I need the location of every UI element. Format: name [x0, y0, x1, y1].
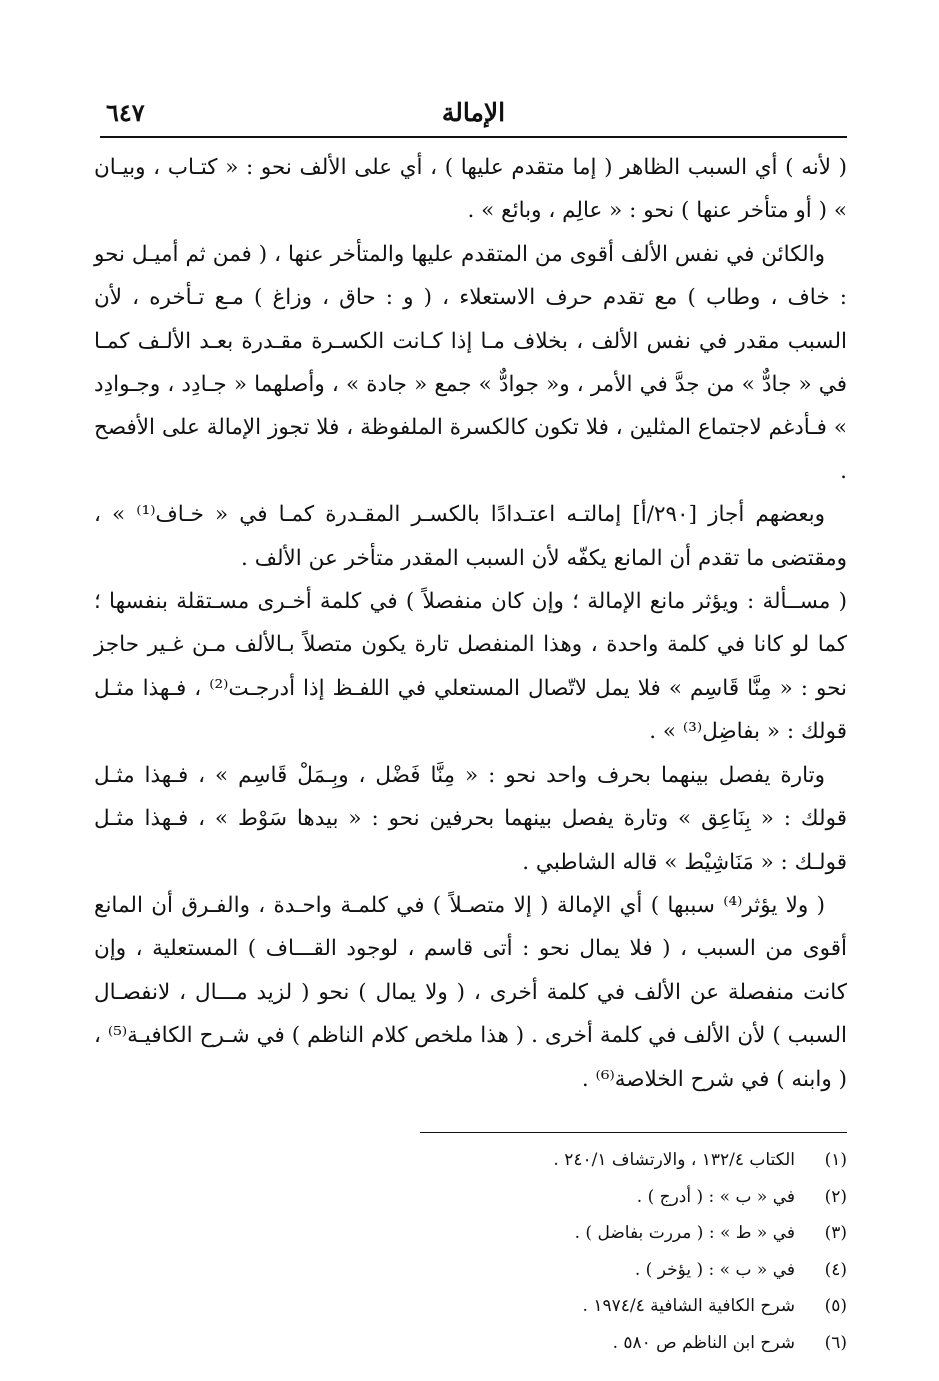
footnote-text: شرح ابن الناظم ص ٥٨٠ .	[612, 1332, 795, 1353]
running-header	[100, 96, 847, 138]
footnote-number: (٥)	[824, 1296, 847, 1316]
footnote-number: (١)	[824, 1150, 847, 1170]
footnote	[94, 1179, 847, 1216]
footnote	[94, 1215, 847, 1252]
footnote-number: (٣)	[824, 1223, 847, 1243]
footnote	[94, 1252, 847, 1289]
footnote-text: في « ب » : ( أدرج ) .	[636, 1186, 795, 1207]
footnote-separator	[420, 1132, 847, 1133]
footnotes	[94, 1142, 847, 1361]
footnote-text: في « ط » : ( مررت بفاضل ) .	[574, 1223, 795, 1243]
footnote-text: الكتاب ١٣٢/٤ ، والارتشاف ٢٤٠/١ .	[553, 1150, 795, 1170]
page-title: الإمالة	[441, 98, 506, 127]
paragraph: ( مســألة : ويؤثر مانع الإمالة ؛ وإن كان منفصلاً ) في كلمة أخـرى مسـتقلة بنفسها ؛ كما لو كانا في كلمة واحدة ، وهذا المنفصل تارة يكون متصلاً بـالألف مـن غـير حاجز نحو : « مِنَّا قَاسِم » فلا يمل لاتّصال المستعلي في اللفـظ إذا أدرجـت⁽²⁾ ، فـهذا مثـل قولك : « بفاضِل⁽³⁾ » .	[94, 589, 847, 745]
paragraph: وبعضهم أجاز [٢٩٠/أ] إمالتـه اعتـدادًا بالكسـر المقـدرة كمـا في « خـاف⁽¹⁾ » ، ومقتضى ما تقدم أن المانع يكفّه لأن السبب المقدر متأخر عن الألف .	[94, 502, 847, 571]
footnote	[94, 1288, 847, 1325]
paragraph: وتارة يفصل بينهما بحرف واحد نحو : « مِنَّا فَضْل ، وبِـمَلْ قَاسِم » ، فـهذا مثـل قولك : « بِنَاعِق » وتارة يفصل بينهما بحرفين نحو : « بيدها سَوْط » ، فـهذا مثـل قولـك : « مَنَاشِيْط » قاله الشاطبي .	[94, 762, 847, 875]
footnote-number: (٦)	[824, 1332, 847, 1353]
footnote-text: في « ب » : ( يؤخر ) .	[634, 1259, 795, 1280]
paragraph: والكائن في نفس الألف أقوى من المتقدم عليها والمتأخر عنها ، ( فمن ثم أميـل نحو : خاف ، وطاب ) مع تقدم حرف الاستعلاء ، ( و : حاق ، وزاغ ) مـع تـأخره ، لأن السبب مقدر في نفس الألف ، بخلاف مـا إذا كـانت الكسـرة مقـدرة بعـد الألـف كمـا في « جادٌّ » من جدَّ في الأمر ، و« جوادٌّ » جمع « جادة » ، وأصلهما « جـادِد ، وجـوادِد » فـأدغم لاجتماع المثلين ، فلا تكون كالكسرة الملفوظة ، فلا تجوز الإمالة على الأفصح .	[94, 241, 847, 484]
footnote-text: شرح الكافية الشافية ١٩٧٤/٤ .	[582, 1296, 795, 1316]
paragraph: ( ولا يؤثر⁽⁴⁾ سببها ) أي الإمالة ( إلا متصـلاً ) في كلمـة واحـدة ، والفـرق أن المانع أقوى من السبب ، ( فلا يمال نحو : أتى قاسم ، لوجود القـــاف ) المستعلية ، وإن كانت منفصلة عن الألف في كلمة أخرى ، ( ولا يمال ) نحو ( لزيد مـــال ، لانفصـال السبب ) لأن الألف في كلمة أخرى . ( هذا ملخص كلام الناظم ) في شـرح الكافيـة⁽⁵⁾ ، ( وابنه ) في شرح الخلاصة⁽⁶⁾ .	[94, 892, 847, 1092]
footnote	[94, 1142, 847, 1179]
footnote	[94, 1325, 847, 1362]
footnote-number: (٢)	[824, 1186, 847, 1207]
page-number: ٦٤٧	[106, 98, 145, 127]
paragraph: ( لأنه ) أي السبب الظاهر ( إما متقدم عليها ) ، أي على الألف نحو : « كتـاب ، وبيـان » ( أو متأخر عنها ) نحو : « عالِم ، وبائع » .	[94, 155, 847, 224]
footnote-number: (٤)	[824, 1259, 847, 1280]
main-text	[94, 146, 847, 1101]
